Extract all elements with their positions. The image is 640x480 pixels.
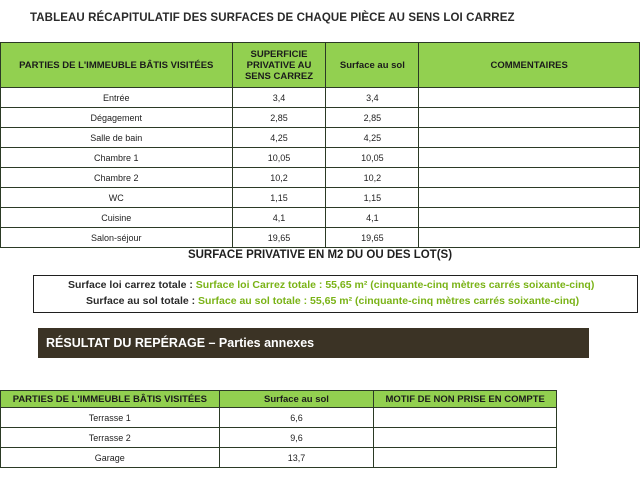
header-superficie-carrez: SUPERFICIE PRIVATIVE AU SENS CARREZ: [232, 43, 326, 88]
sol-cell: 3,4: [326, 88, 419, 108]
annex-name-cell: Terrasse 2: [1, 428, 220, 448]
sol-cell: 4,1: [326, 208, 419, 228]
room-name-cell: Salon-séjour: [1, 228, 233, 248]
comment-cell: [419, 128, 640, 148]
carrez-cell: 1,15: [232, 188, 326, 208]
carrez-cell: 3,4: [232, 88, 326, 108]
carrez-cell: 4,25: [232, 128, 326, 148]
carrez-cell: 10,05: [232, 148, 326, 168]
sol-cell: 9,6: [219, 428, 374, 448]
table-row: [1, 428, 557, 448]
carrez-cell: 2,85: [232, 108, 326, 128]
comment-cell: [419, 168, 640, 188]
carrez-cell: 19,65: [232, 228, 326, 248]
total-carrez-value: Surface loi Carrez totale : 55,65 m² (cinquante-cinq mètres carrés soixante-cinq): [195, 279, 595, 291]
total-sol-value: Surface au sol totale : 55,65 m² (cinquante-cinq mètres carrés soixante-cinq): [198, 295, 580, 307]
table-row: [1, 128, 640, 148]
annex-table: [0, 390, 557, 468]
room-name-cell: Cuisine: [1, 208, 233, 228]
total-sol-line: [86, 295, 579, 307]
totals-box: [33, 275, 638, 313]
annex-name-cell: Terrasse 1: [1, 408, 220, 428]
annex-name-cell: Garage: [1, 448, 220, 468]
surfaces-table: [0, 42, 640, 248]
page-title: TABLEAU RÉCAPITULATIF DES SURFACES DE CHAQUE PIÈCE AU SENS LOI CARREZ: [30, 12, 515, 24]
room-name-cell: Salle de bain: [1, 128, 233, 148]
table-row: [1, 408, 557, 428]
table-row: [1, 208, 640, 228]
section-banner: RÉSULTAT DU REPÉRAGE – Parties annexes: [38, 328, 589, 358]
header-surface-sol: Surface au sol: [219, 391, 374, 408]
table-row: [1, 148, 640, 168]
sol-cell: 10,2: [326, 168, 419, 188]
sol-cell: 13,7: [219, 448, 374, 468]
table-row: [1, 168, 640, 188]
motif-cell: [374, 408, 557, 428]
table-header-row: [1, 43, 640, 88]
carrez-cell: 4,1: [232, 208, 326, 228]
comment-cell: [419, 228, 640, 248]
sol-cell: 19,65: [326, 228, 419, 248]
room-name-cell: Chambre 2: [1, 168, 233, 188]
comment-cell: [419, 188, 640, 208]
sol-cell: 1,15: [326, 188, 419, 208]
sol-cell: 2,85: [326, 108, 419, 128]
header-motif: MOTIF DE NON PRISE EN COMPTE: [374, 391, 557, 408]
total-sol-label: Surface au sol totale :: [86, 295, 199, 307]
room-name-cell: Entrée: [1, 88, 233, 108]
sol-cell: 4,25: [326, 128, 419, 148]
comment-cell: [419, 208, 640, 228]
table-header-row: [1, 391, 557, 408]
comment-cell: [419, 88, 640, 108]
motif-cell: [374, 448, 557, 468]
section-subtitle: SURFACE PRIVATIVE EN M2 DU OU DES LOT(S): [187, 249, 453, 261]
sol-cell: 6,6: [219, 408, 374, 428]
total-carrez-line: [68, 279, 594, 291]
comment-cell: [419, 108, 640, 128]
table-row: [1, 88, 640, 108]
total-carrez-label: Surface loi carrez totale :: [68, 279, 196, 291]
motif-cell: [374, 428, 557, 448]
table-row: [1, 188, 640, 208]
room-name-cell: Dégagement: [1, 108, 233, 128]
header-surface-sol: Surface au sol: [326, 43, 419, 88]
comment-cell: [419, 148, 640, 168]
table-row: [1, 228, 640, 248]
carrez-cell: 10,2: [232, 168, 326, 188]
sol-cell: 10,05: [326, 148, 419, 168]
header-parties: PARTIES DE L'IMMEUBLE BÂTIS VISITÉES: [1, 43, 233, 88]
header-parties: PARTIES DE L'IMMEUBLE BÂTIS VISITÉES: [1, 391, 220, 408]
room-name-cell: WC: [1, 188, 233, 208]
table-row: [1, 448, 557, 468]
room-name-cell: Chambre 1: [1, 148, 233, 168]
header-commentaires: COMMENTAIRES: [419, 43, 640, 88]
table-row: [1, 108, 640, 128]
